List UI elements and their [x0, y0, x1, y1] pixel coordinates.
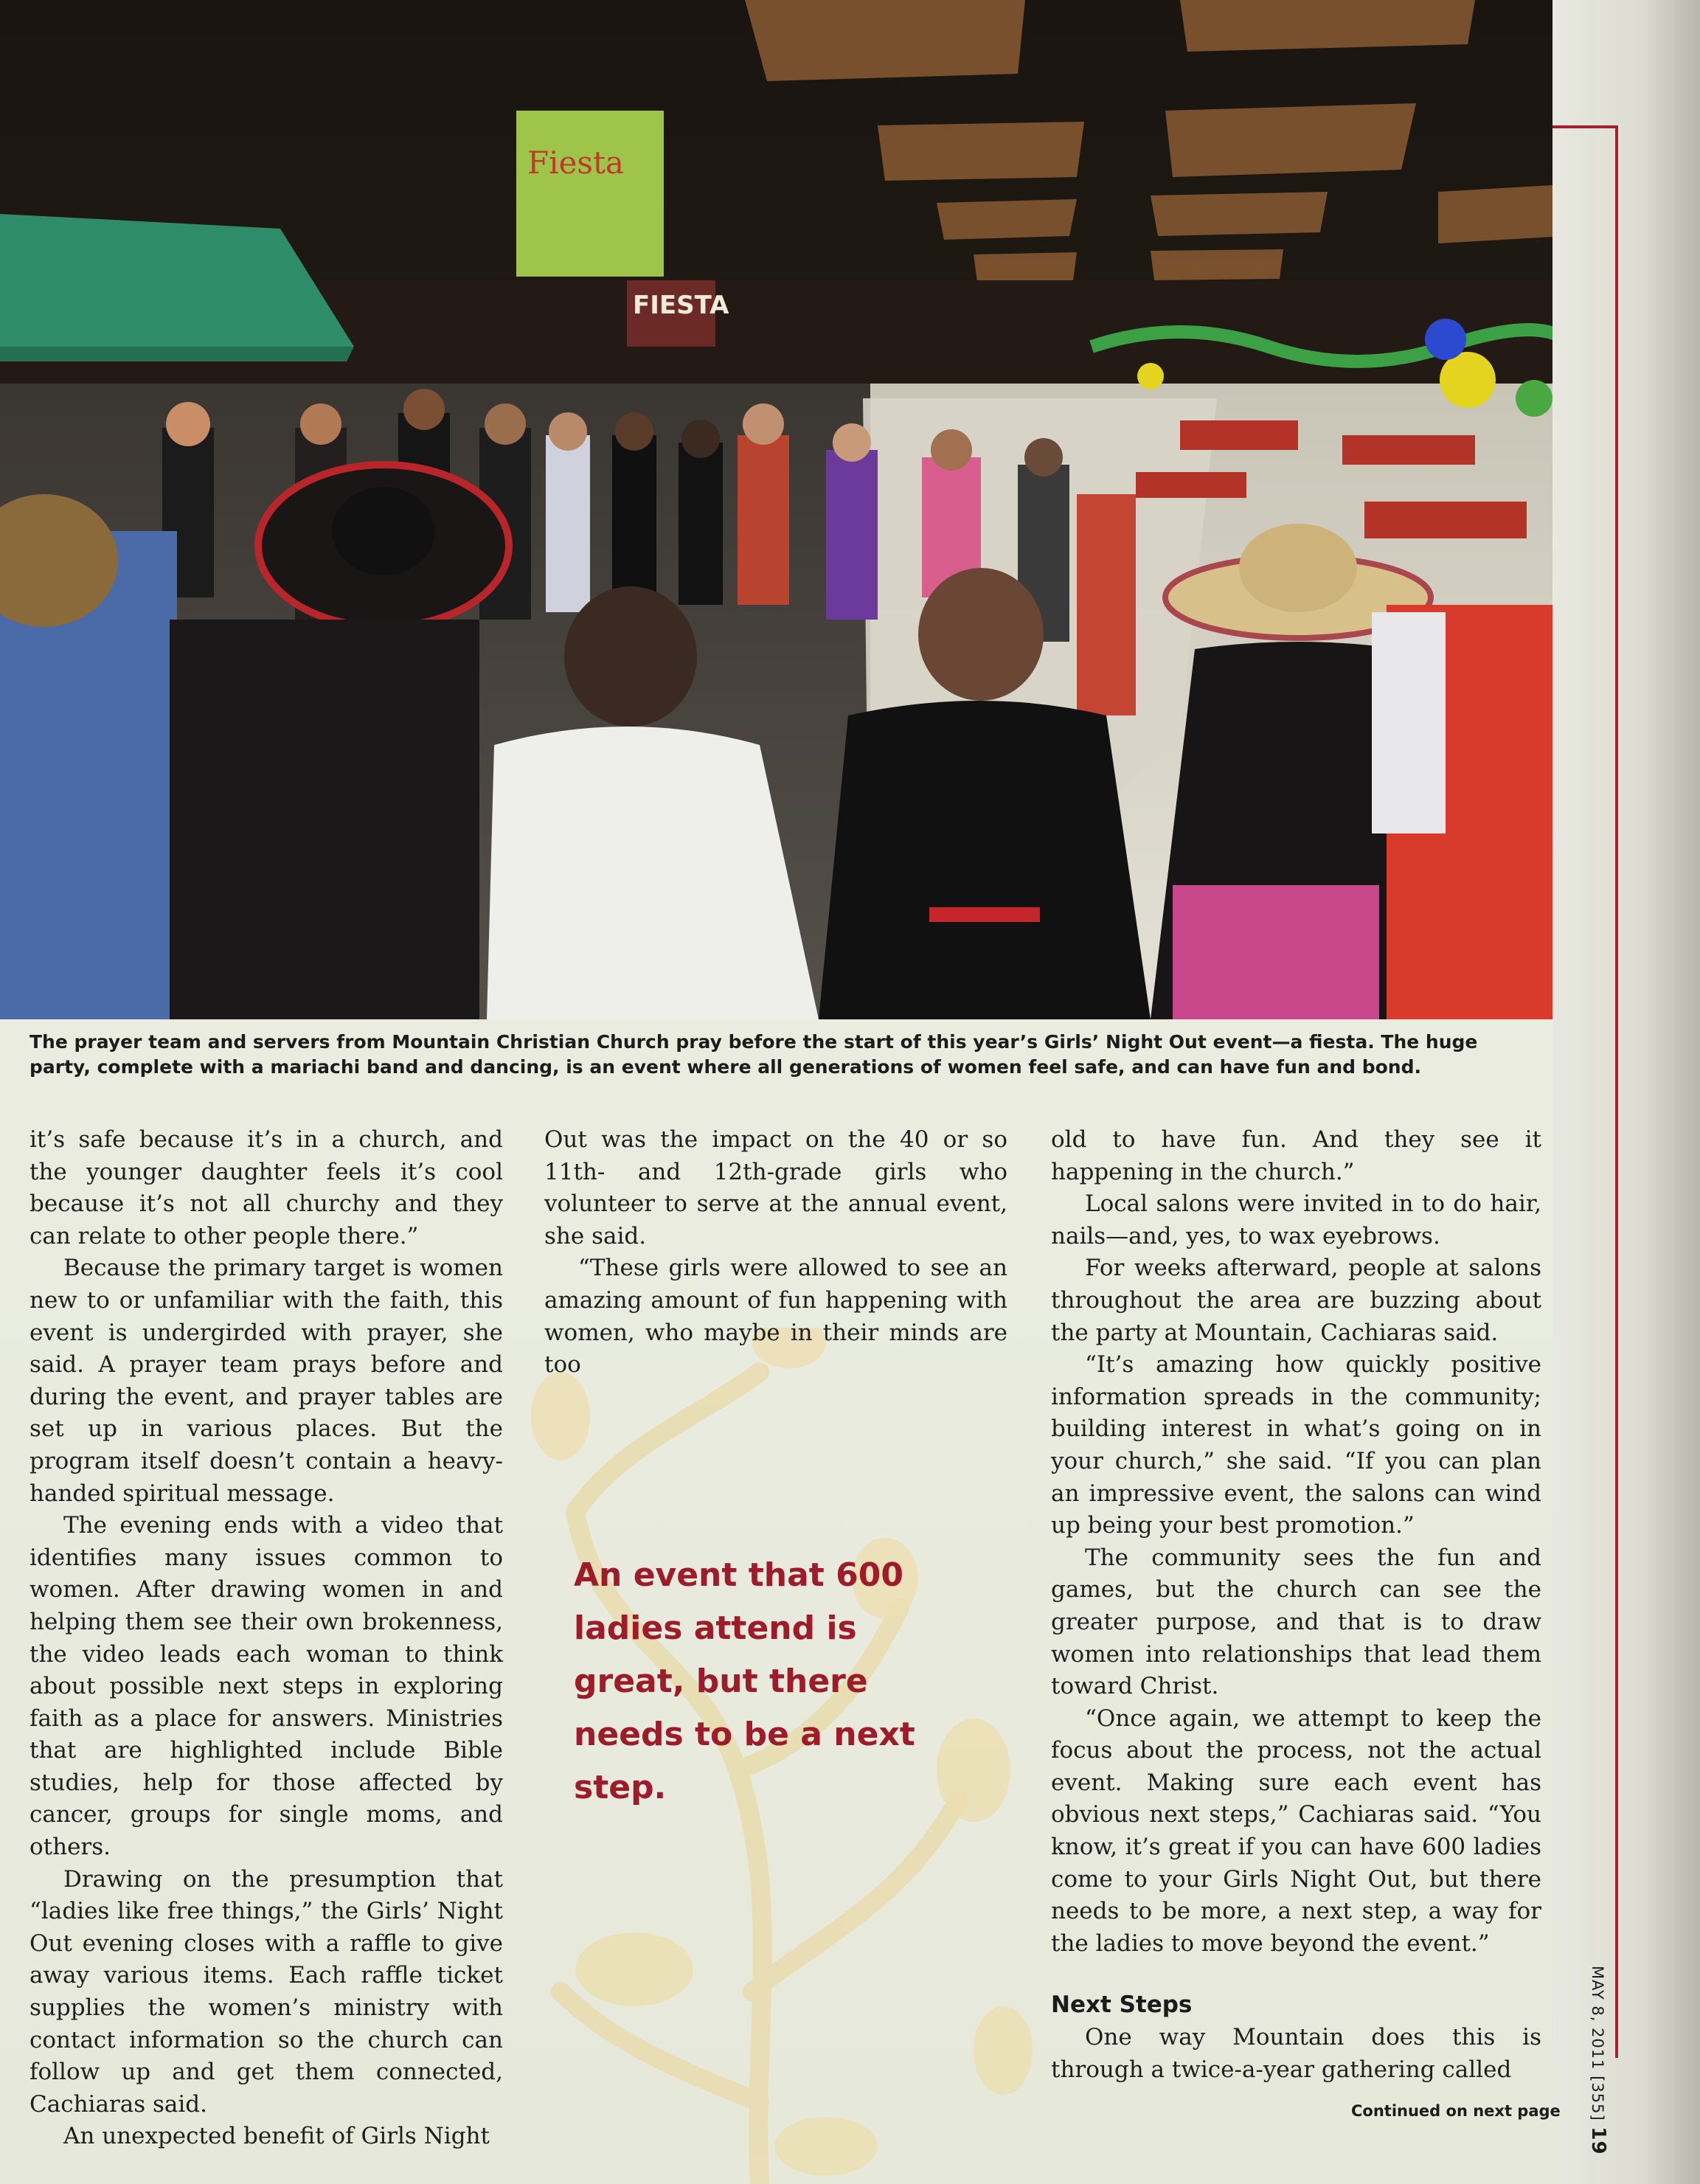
paragraph: The evening ends with a video that identifies many issues common to women. After drawing women in and helping them see their own brokenness, the video leads each woman to think about possible next steps in exploring faith as a place for answers. Ministries that are highlighted include Bible studies, help for those affected by cancer, groups for single moms, and others.	[30, 1512, 503, 1861]
paragraph: Drawing on the presumption that “ladies like free things,” the Girls’ Night Out evening closes with a raffle to give away various items. Each raffle ticket supplies the women’s ministry with contact information so the church can follow up and get them connected, Cachiaras said.	[30, 1865, 503, 2118]
paragraph: One way Mountain does this is through a twice-a-year gathering called	[1051, 2024, 1541, 2083]
red-rule-side	[1615, 125, 1618, 2058]
stage-sign-text: FIESTA	[633, 291, 729, 320]
screen-text: Fiesta	[527, 145, 624, 181]
pull-quote: An event that 600 ladies attend is great, but there needs to be a next step.	[574, 1556, 915, 1806]
page-folio	[1580, 1966, 1609, 2184]
paragraph: For weeks afterward, people at salons throughout the area are buzzing about the party at Mountain, Cachiaras said.	[1051, 1255, 1541, 1346]
red-rule-top	[1552, 125, 1617, 128]
paragraph: The community sees the fun and games, but the church can see the greater purpose, and that is to draw women into relationships that lead them toward Christ.	[1051, 1544, 1541, 1700]
folio-date: MAY 8, 2011	[1589, 1966, 1606, 2070]
text-column-1	[30, 1124, 503, 2153]
text-column-2	[544, 1124, 1007, 1382]
paragraph: Because the primary target is women new to or unfamiliar with the faith, this event is undergirded with prayer, she said. A prayer team prays before and during the event, and prayer tables are set up in various places. But the program itself doesn’t contain a heavy-handed spiritual message.	[30, 1255, 503, 1507]
page-gutter-edge	[1552, 0, 1700, 2184]
paragraph: Local salons were invited in to do hair, nails—and, yes, to wax eyebrows.	[1051, 1190, 1541, 1249]
folio-issue: [355]	[1589, 2076, 1606, 2121]
event-photo	[0, 0, 1566, 1019]
paragraph: old to have fun. And they see it happening in the church.”	[1051, 1126, 1541, 1185]
paragraph: “Once again, we attempt to keep the focus about the process, not the actual event. Making sure each event has obvious next steps,” Cachiaras said. “You know, it’s great if you can have 600 ladies come to your Girls Night Out, but there needs to be more, a next step, a way for the ladies to move beyond the event.”	[1051, 1705, 1541, 1957]
paragraph: Out was the impact on the 40 or so 11th- and 12th-grade girls who volunteer to serve at the annual event, she said.	[544, 1126, 1007, 1249]
paragraph: “It’s amazing how quickly positive information spreads in the community; building interest in what’s going on in your church,” she said. “If you can plan an impressive event, the salons can wind up being your best promotion.”	[1051, 1351, 1541, 1539]
folio-page-number: 19	[1587, 2126, 1609, 2155]
paragraph: it’s safe because it’s in a church, and the younger daughter feels it’s cool because it’s not all churchy and they can relate to other people there.”	[30, 1126, 503, 1249]
photo-caption: The prayer team and servers from Mountain Christian Church pray before the start of this year’s Girls’ Night Out event—a fiesta. The huge party, complete with a mariachi band and dancing, is an event where all generations of women feel safe, and can have fun and bond.	[30, 1031, 1478, 1078]
paragraph: An unexpected benefit of Girls Night	[63, 2123, 490, 2150]
paragraph: “These girls were allowed to see an amazing amount of fun happening with women, who maybe in their minds are too	[544, 1255, 1007, 1379]
continued-note: Continued on next page	[1351, 2102, 1561, 2120]
section-subhead: Next Steps	[1051, 1991, 1193, 2019]
text-column-3	[1051, 1124, 1541, 2086]
